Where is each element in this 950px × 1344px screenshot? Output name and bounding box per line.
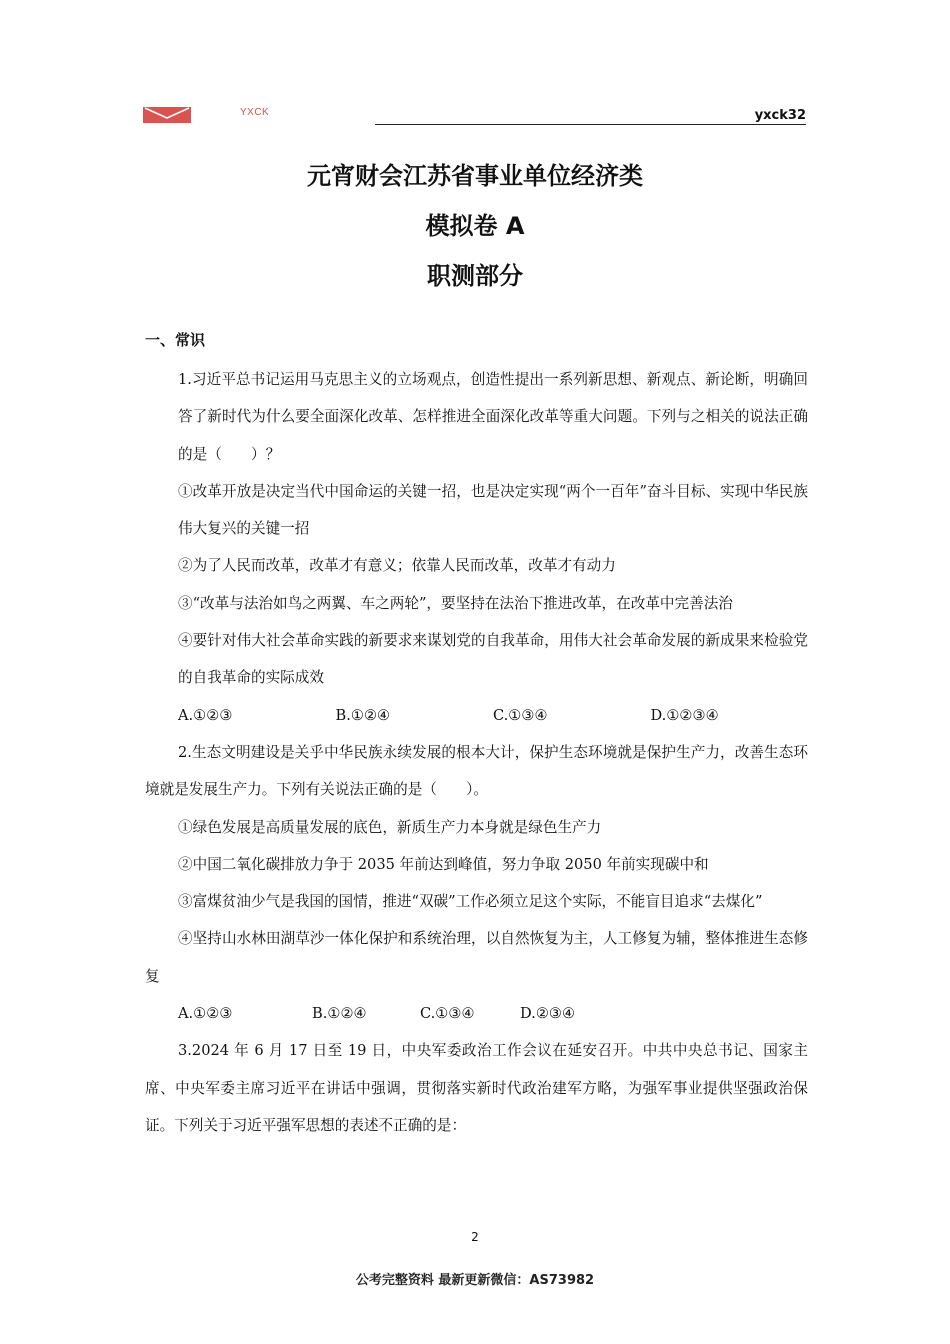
section-heading: 一、常识 xyxy=(145,331,206,349)
question-1 xyxy=(145,361,808,697)
q1-option-b: B.①②④ xyxy=(335,706,391,724)
logo-text: YXCK xyxy=(240,107,270,118)
question-2 xyxy=(145,734,808,995)
document-body xyxy=(145,326,808,1144)
q2-option-d: D.②③④ xyxy=(520,1005,576,1023)
q2-item-2: ②中国二氧化碳排放力争于 2035 年前达到峰值，努力争取 2050 年前实现碳中和 xyxy=(178,855,709,873)
question-3 xyxy=(145,1032,808,1144)
q1-item-2: ②为了人民而改革，改革才有意义；依靠人民而改革，改革才有动力 xyxy=(178,557,616,575)
header-code: yxck32 xyxy=(754,108,806,123)
q1-item-1: ①改革开放是决定当代中国命运的关键一招，也是决定实现“两个一百年”奋斗目标、实现中华民族伟大复兴的关键一招 xyxy=(178,482,808,538)
q1-item-3: ③“改革与法治如鸟之两翼、车之两轮”，要坚持在法治下推进改革，在改革中完善法治 xyxy=(178,594,733,612)
q2-option-b: B.①②④ xyxy=(312,1005,367,1023)
q2-options xyxy=(145,995,808,1032)
header-rule xyxy=(375,124,806,125)
title-line-1: 元宵财会江苏省事业单位经济类 xyxy=(307,162,643,190)
envelope-logo-icon xyxy=(143,107,191,123)
q2-item-3: ③富煤贫油少气是我国的国情，推进“双碳”工作必须立足这个实际，不能盲目追求“去煤化” xyxy=(178,893,763,911)
q1-options xyxy=(145,697,808,734)
q3-stem: 3.2024 年 6 月 17 日至 19 日，中央军委政治工作会议在延安召开。中共中央总书记、国家主席、中央军委主席习近平在讲话中强调，贯彻落实新时代政治建军方略，为强军事业提供坚强政治保证。下列关于习近平强军思想的表述不正确的是： xyxy=(145,1042,808,1134)
q1-option-c: C.①③④ xyxy=(493,706,548,724)
title-line-3: 职测部分 xyxy=(427,262,523,290)
q2-option-a: A.①②③ xyxy=(178,1005,233,1023)
footer-note: 公考完整资料 最新更新微信：AS73982 xyxy=(355,1273,595,1288)
q1-item-4: ④要针对伟大社会革命实践的新要求来谋划党的自我革命，用伟大社会革命发展的新成果来检验党的自我革命的实际成效 xyxy=(178,632,808,687)
q2-item-4: ④坚持山水林田湖草沙一体化保护和系统治理，以自然恢复为主，人工修复为辅，整体推进生态修复 xyxy=(145,930,808,985)
q1-stem: 1.习近平总书记运用马克思主义的立场观点，创造性提出一系列新思想、新观点、新论断，明确回答了新时代为什么要全面深化改革、怎样推进全面深化改革等重大问题。下列与之相关的说法正确的是（ ）？ xyxy=(178,371,808,463)
q1-option-d: D.①②③④ xyxy=(650,706,719,724)
q2-stem: 2.生态文明建设是关乎中华民族永续发展的根本大计，保护生态环境就是保护生产力，改善生态环境就是发展生产力。下列有关说法正确的是（ ）。 xyxy=(145,743,808,799)
q1-option-a: A.①②③ xyxy=(178,706,233,724)
title-line-2: 模拟卷 A xyxy=(425,212,525,240)
q2-item-1: ①绿色发展是高质量发展的底色，新质生产力本身就是绿色生产力 xyxy=(178,818,602,836)
q2-option-c: C.①③④ xyxy=(420,1005,475,1023)
page-number: 2 xyxy=(471,1230,479,1244)
